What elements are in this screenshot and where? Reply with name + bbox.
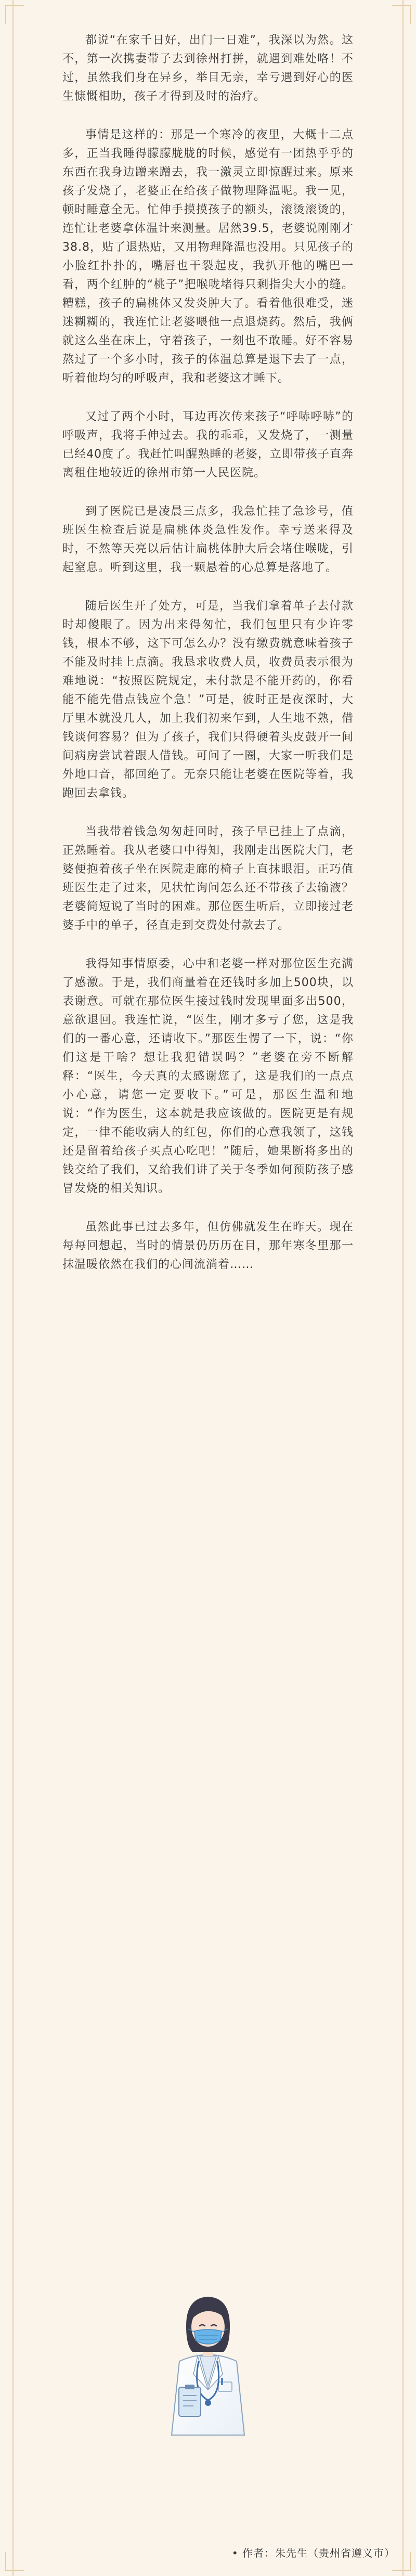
article-paragraph-3: 又过了两个小时，耳边再次传来孩子“呼哧呼哧”的呼吸声，我将手伸过去。我的乖乖，又发烧了，一测量已经40度了。我赶忙叫醒熟睡的老婆，立即带孩子直奔离租住地较近的徐州市第一人民医院。 (62, 410, 354, 480)
article-paragraph-5: 随后医生开了处方，可是，当我们拿着单子去付款时却傻眼了。因为出来得匆忙，我们包里只有少许零钱，根本不够，这下可怎么办？没有缴费就意味着孩子不能及时挂上点滴。我恳求收费人员，收费员表示很为难地说：“按照医院规定，未付款是不能开药的，你看能不能先借点钱应个急！”可是，彼时正是夜深时，大厅里本就没几人，加上我们初来乍到，人生地不熟，借钱谈何容易？但为了孩子，我们只得硬着头皮鼓开一间间病房尝试着跟人借钱。可问了一圈，大家一听我们是外地口音，都回绝了。无奈只能让老婆在医院等着，我跑回去拿钱。 (62, 600, 354, 800)
article-paragraph-8: 虽然此事已过去多年，但仿佛就发生在昨天。现在每每回想起，当时的情景仍历历在目，那年寒冬里那一抹温暖依然在我们的心间流淌着…… (62, 1221, 354, 1271)
article-paragraph-4: 到了医院已是凌晨三点多，我急忙挂了急诊号，值班医生检查后说是扁桃体炎急性发作。幸亏送来得及时，不然等天亮以后估计扁桃体肿大后会堵住喉咙，引起窒息。听到这里，我一颗悬着的心总算是落地了。 (62, 505, 354, 574)
corner-ornament-top-left (5, 5, 24, 24)
doctor-with-mask-icon (156, 2283, 260, 2439)
right-border-line (402, 0, 404, 2576)
left-border-line (12, 0, 14, 2576)
article-body (62, 31, 354, 1294)
article-paragraph-2: 事情是这样的：那是一个寒冷的夜里，大概十二点多，正当我睡得朦朦胧胧的时候，感觉有一团热乎乎的东西在我身边蹭来蹭去，我一激灵立即惊醒过来。原来孩子发烧了，老婆正在给孩子做物理降温呢。我一见，顿时睡意全无。忙伸手摸摸孩子的额头，滚烫滚烫的，连忙让老婆拿体温计来测量。居然39.5，老婆说刚刚才38.8，贴了退热贴，又用物理降温也没用。只见孩子的小脸红扑扑的，嘴唇也干裂起皮，我扒开他的嘴巴一看，两个红肿的“桃子”把喉咙堵得只剩指尖大小的缝。糟糕，孩子的扁桃体又发炎肿大了。看着他很难受，迷迷糊糊的，我连忙让老婆喂他一点退烧药。然后，我俩就这么坐在床上，守着孩子，一刻也不敢睡。好不容易熬过了一个多小时，孩子的体温总算是退下去了一点，听着他均匀的呼吸声，我和老婆这才睡下。 (62, 128, 354, 385)
corner-ornament-bottom-left (5, 2552, 24, 2571)
article-paragraph-7: 我得知事情原委，心中和老婆一样对那位医生充满了感激。于是，我们商量着在还钱时多加上500块，以表谢意。可就在那位医生接过钱时发现里面多出500，意欲退回。我连忙说，“医生，刚才多亏了您，这是我们的一番心意，还请收下。”那医生愣了一下，说：“你们这是干啥？想让我犯错误吗？”老婆在旁不断解释：“医生，今天真的太感谢您了，这是我们的一点点小心意，请您一定要收下。”可是，那医生温和地说：“作为医生，这本就是我应该做的。医院更是有规定，一律不能收病人的红包，你们的心意我领了，这钱还是留着给孩子买点心吃吧！”随后，她果断将多出的钱交给了我们，又给我们讲了关于冬季如何预防孩子感冒发烧的相关知识。 (62, 957, 354, 1195)
article-paragraph-6: 当我带着钱急匆匆赶回时，孩子早已挂上了点滴，正熟睡着。我从老婆口中得知，我刚走出医院大门，老婆便抱着孩子坐在医院走廊的椅子上直抹眼泪。正巧值班医生走了过来，见状忙询问怎么还不带孩子去输液？老婆简短说了当时的困难。那位医生听后，立即接过老婆手中的单子，径直走到交费处付款去了。 (62, 825, 354, 932)
article-paragraph-1: 都说“在家千日好，出门一日难”，我深以为然。这不，第一次携妻带子去到徐州打拼，就遇到难处咯！不过，虽然我们身在异乡，举目无亲，幸亏遇到好心的医生慷慨相助，孩子才得到及时的治疗。 (62, 34, 354, 103)
corner-ornament-top-right (392, 5, 411, 24)
author-byline: • 作者：朱先生（贵州省遵义市） (231, 2547, 395, 2559)
